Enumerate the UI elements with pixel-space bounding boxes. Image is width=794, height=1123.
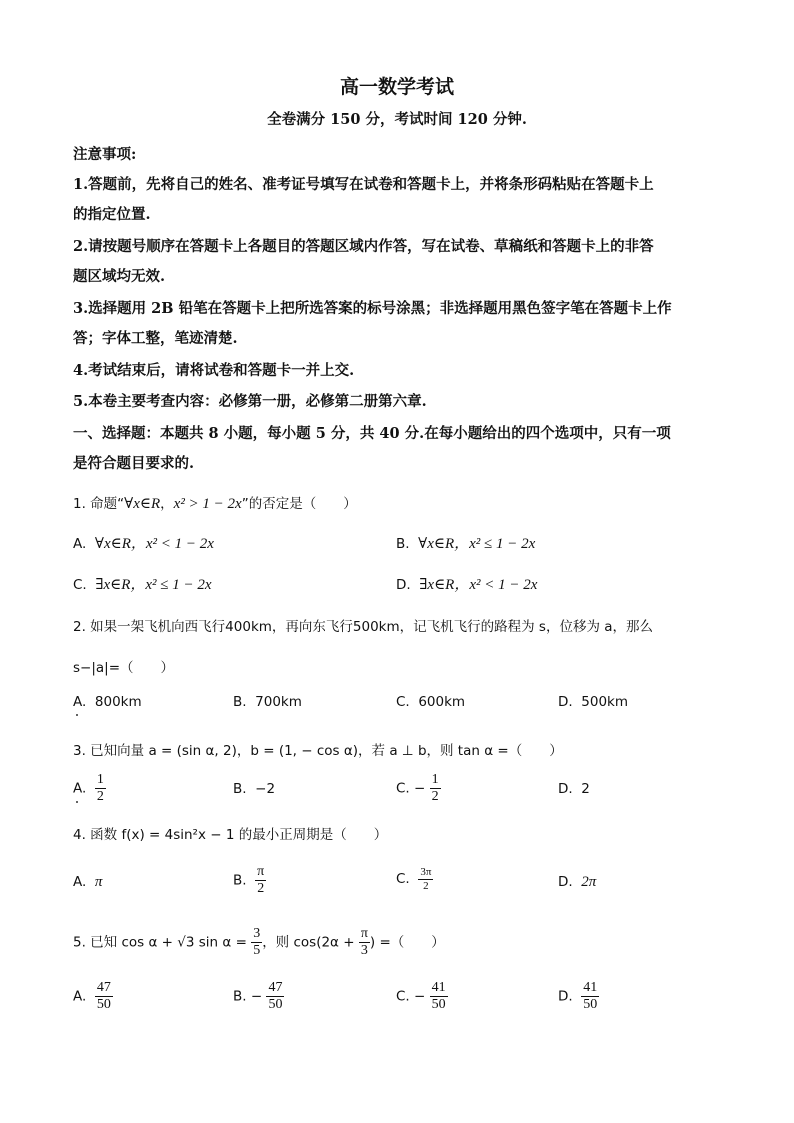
note-3-line2: 答；字体工整，笔迹清楚. — [73, 330, 238, 347]
q3-option-a[interactable] — [73, 772, 106, 805]
option-label: B. — [233, 694, 247, 710]
note-5: 5.本卷主要考查内容：必修第一册，必修第二册第六章. — [73, 393, 427, 410]
fraction: $\frac{3}{5}$ — [253, 926, 261, 959]
option-text: 2 — [581, 781, 590, 797]
option-text: ∃x∈R，x² < 1 − 2x — [419, 577, 538, 593]
option-label: D. — [558, 694, 573, 710]
q1-suffix: ”的否定是（ ） — [241, 496, 357, 512]
q3-option-c[interactable] — [396, 772, 441, 805]
option-label: A. — [73, 874, 87, 890]
q5-option-d[interactable] — [558, 980, 599, 1013]
question-1 — [73, 492, 357, 513]
q1-option-a[interactable] — [73, 532, 214, 553]
q5-prefix: 5. 已知 cos α + √3 sin α = — [73, 934, 247, 951]
option-label: A. — [73, 988, 87, 1005]
question-5 — [73, 926, 445, 959]
q5-middle: ，则 cos(2α + — [262, 934, 359, 951]
option-label: B. — [233, 988, 247, 1005]
q2-option-c[interactable] — [396, 694, 465, 710]
option-label: D. — [396, 577, 411, 593]
option-text: 600km — [418, 694, 466, 710]
decorative-dot — [76, 801, 78, 803]
option-label: D. — [558, 874, 573, 890]
option-label: A. — [73, 536, 87, 552]
q2-option-a[interactable] — [73, 694, 142, 710]
option-label: B. — [396, 536, 410, 552]
q4-option-d[interactable] — [558, 874, 596, 891]
option-text: 500km — [581, 694, 629, 710]
q1-condition: ∀x∈R — [124, 496, 161, 512]
q2-option-d[interactable] — [558, 694, 628, 710]
fraction: $\frac{\pi}{3}$ — [360, 926, 368, 959]
option-label: C. — [73, 577, 87, 593]
fraction: $\frac{3\pi}{2}$ — [420, 866, 432, 892]
option-text: 700km — [255, 694, 302, 710]
option-label: C. — [396, 694, 410, 710]
note-2-line1: 2.请按题号顺序在答题卡上各题目的答题区域内作答，写在试卷、草稿纸和答题卡上的非答 — [73, 238, 654, 255]
q1-prefix: 1. 命题“ — [73, 496, 125, 512]
option-text: ∀x∈R，x² < 1 − 2x — [94, 536, 214, 552]
fraction: $\frac{41}{50}$ — [583, 980, 598, 1013]
minus-sign: − — [414, 988, 426, 1005]
exam-title: 高一数学考试 — [339, 76, 454, 98]
q1-option-d[interactable] — [396, 573, 537, 594]
q4-option-c[interactable] — [396, 866, 433, 892]
option-label: A. — [73, 694, 87, 710]
option-text: ∀x∈R，x² ≤ 1 − 2x — [418, 536, 536, 552]
note-1-line2: 的指定位置. — [73, 206, 151, 223]
notes-heading: 注意事项: — [73, 146, 137, 163]
option-label: D. — [558, 781, 573, 797]
note-3-line1: 3.选择题用 2B 铅笔在答题卡上把所选答案的标号涂黑；非选择题用黑色签字笔在答题卡上作 — [73, 300, 672, 317]
note-4: 4.考试结束后，请将试卷和答题卡一并上交. — [73, 362, 355, 379]
q3-option-b[interactable] — [233, 781, 275, 797]
minus-sign: − — [414, 780, 426, 797]
fraction: $\frac{41}{50}$ — [431, 980, 446, 1013]
question-2-line2: s−|a|=（ ） — [73, 660, 175, 676]
question-4: 4. 函数 f(x) = 4sin²x − 1 的最小正周期是（ ） — [73, 827, 388, 843]
option-text: 800km — [94, 694, 142, 710]
option-text: −2 — [255, 781, 276, 797]
minus-sign: − — [250, 988, 263, 1005]
fraction: $\frac{1}{2}$ — [96, 772, 104, 805]
q5-suffix: ) =（ ） — [369, 934, 445, 951]
note-2-line2: 题区域均无效. — [73, 268, 166, 285]
q2-option-b[interactable] — [233, 694, 302, 710]
option-label: C. — [396, 988, 410, 1005]
fraction: $\frac{47}{50}$ — [268, 980, 283, 1013]
option-label: D. — [558, 988, 573, 1005]
option-label: C. — [396, 780, 410, 797]
q3-option-d[interactable] — [558, 781, 590, 797]
q4-option-b[interactable] — [233, 864, 266, 897]
exam-subtitle: 全卷满分 150 分，考试时间 120 分钟. — [267, 111, 527, 128]
q5-option-a[interactable] — [73, 980, 113, 1013]
question-2-line1: 2. 如果一架飞机向西飞行400km，再向东飞行500km，记飞机飞行的路程为 s，位移为 a，那么 — [73, 619, 654, 635]
q1-inequality: x² > 1 − 2x — [173, 496, 242, 512]
q1-option-b[interactable] — [396, 532, 535, 553]
option-label: C. — [396, 871, 410, 888]
decorative-dot — [76, 714, 78, 716]
question-3: 3. 已知向量 a = (sin α, 2)，b = (1, − cos α)，若 a ⊥ b，则 tan α =（ ） — [73, 743, 563, 759]
option-label: B. — [233, 872, 247, 889]
note-1-line1: 1.答题前，先将自己的姓名、准考证号填写在试卷和答题卡上，并将条形码粘贴在答题卡上 — [73, 176, 654, 193]
fraction: $\frac{\pi}{2}$ — [257, 864, 265, 897]
fraction: $\frac{1}{2}$ — [431, 772, 439, 805]
q4-option-a[interactable] — [73, 874, 102, 891]
section-1-line1: 一、选择题：本题共 8 小题，每小题 5 分，共 40 分.在每小题给出的四个选项中，只有一项 — [73, 425, 671, 442]
option-text: ∃x∈R，x² ≤ 1 − 2x — [95, 577, 212, 593]
q1-separator: ， — [160, 496, 174, 512]
q1-option-c[interactable] — [73, 573, 212, 594]
q5-option-b[interactable] — [233, 980, 284, 1013]
q5-option-c[interactable] — [396, 980, 448, 1013]
fraction: $\frac{47}{50}$ — [96, 980, 111, 1013]
option-text: π — [94, 874, 103, 890]
section-1-line2: 是符合题目要求的. — [73, 455, 195, 472]
option-text: 2π — [581, 874, 597, 890]
option-label: B. — [233, 781, 247, 797]
option-label: A. — [73, 780, 87, 797]
